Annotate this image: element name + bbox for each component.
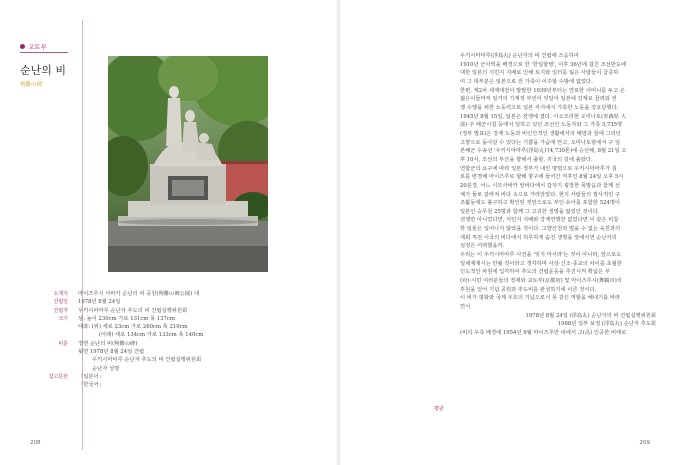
text-line: 20분경, 어느 시모사바카 앞바다에서 갑자기 굉장한 폭발음과 함께 선	[460, 182, 621, 189]
bullet-icon	[20, 44, 25, 49]
info-row-references	[30, 373, 278, 390]
info-label: 소재지	[53, 291, 68, 297]
info-value: (아래) 세로 134cm 가로 133cm 폭 140cm	[99, 332, 204, 339]
text-line: 대한 일본의 식민지 지배로 인해 토지와 일터를 잃은 사람들이 급증하	[460, 70, 619, 77]
text-line: 한 일들은 일어나지 않았을 것이다. 고향산천과 멀을 수 없는 육친과의	[460, 226, 621, 233]
text-line: 전쟁만 아니었다면, 식민지 지배와 강제연행만 없었다면 이 같은 비참	[460, 217, 619, 224]
info-value: 「한국어」	[78, 382, 104, 389]
signature-line: 1988년 일부 보정 (浮島丸) 순난자 추도회	[557, 321, 656, 328]
text-line: 쟁 수행을 위한 노동력으로 일본 각지에서 가혹한 노동을 강요당했다.	[460, 104, 619, 111]
info-value: 정면 순난의 비(殉難の碑)	[78, 340, 138, 347]
page-number: 208	[30, 440, 41, 446]
text-line: 일본인 승무원 25명과 함께 그 고귀한 생명을 잃었던 것이다.	[460, 208, 600, 215]
signature-line: 1978년 8월 24일 (浮島丸) 순난자의 비 건립실행위원회	[525, 312, 656, 319]
info-row-size	[30, 315, 278, 340]
text-line: 재회 직전 이국의 바다에서 허무하게 숨진 생명을 앞에서면 순난자의	[460, 234, 617, 241]
info-row-date	[30, 298, 278, 306]
text-line: 인도적인 차원에 입각하여 추도의 건립운동을 추진시켜 획넓은 부	[460, 269, 610, 276]
text-line: 후 10시, 조선의 부산을 향해서 출항, 귀국의 길에 올랐다.	[460, 156, 593, 163]
text-line: 젊은이들마저 일거의 기계적 부린이 잇달아 일본에 강제로 끌려와 전	[460, 96, 617, 103]
info-row-inscription	[30, 340, 278, 373]
text-line: 한편, 제2차 세계대전이 발발한 1939년부터는 연로한 어머니를 두고 온	[460, 87, 626, 94]
section-rule	[20, 52, 68, 53]
text-line: 1910년 군사력을 배경으로 한 '한일합병', 이후 36년에 걸친 조선반도에	[460, 61, 627, 68]
text-line: 湊) 주 해군시설 등에서 일하고 있던 조선인 노동자와 그 가족 3,735명	[460, 122, 623, 129]
section-tag	[20, 42, 47, 51]
text-line: 조활동에도 불구하고 확인된 것만으로도 부인·유아를 포함한 524명이	[460, 200, 621, 207]
info-row-location	[30, 290, 278, 298]
info-value: 1978년 8월 24일	[78, 299, 121, 306]
right-page	[340, 0, 680, 465]
section-tag-label: 교토부	[28, 43, 47, 51]
text-line: 1945년 8월 15일, 일본은 전쟁에 졌다. 아오모리현 오미나토(青森県 大	[460, 113, 627, 120]
info-value: 「일본어」	[78, 373, 104, 380]
info-label: 크기	[58, 315, 68, 322]
side-label: 평판	[434, 406, 444, 412]
text-line: 로를 변경해 마이즈루로 향해 항구에 들어간 직후인 8월 24일 오후 5시	[460, 174, 624, 181]
text-line: 고향으로 돌아갈 수 있다는 기쁨을 가슴에 안고, 오미나토항에서 구 일	[460, 139, 621, 146]
text-line: (府)·시민 여러분들의 정재와 교토부(京都府) 및 마이즈루시(舞鶴市)의	[460, 278, 622, 285]
info-label: 참고문헌	[48, 373, 68, 380]
text-line: 면서	[460, 304, 471, 311]
text-line: (정부 발표)은 강제 노동과 비인간적인 생활에서의 해방과 꿈에 그리던	[460, 130, 621, 137]
page-number: 209	[639, 440, 650, 446]
text-line: 일체제계시는 안될 것이라고 생각하며 사상·신조·종교의 차이를 초월한	[460, 260, 622, 267]
info-label: 건립일	[53, 299, 68, 306]
text-line: 본해군 수송선 '우키시마마루(浮島丸)'(4,730톤)에 승선해, 8월 21일 오	[460, 148, 627, 155]
text-line: 우키시마마루(浮島丸) 순난자의 비 건립에 즈음하여	[460, 53, 579, 59]
info-label: 건립자	[53, 307, 68, 314]
info-label: 비문	[58, 340, 68, 347]
info-value: 상: 높이 230cm 가로 131cm 폭 137cm	[78, 315, 175, 322]
signature-line: (비의 우측 배경에 1954년 9월 마이즈루만 내에서 고(高) 인공한 비태로	[460, 330, 627, 336]
text-line: 심정은 어떠했을까.	[460, 243, 505, 250]
info-value: 우키시마마루 순난자 추도의 비 건립실행위원회	[78, 307, 188, 314]
text-line: 연합군의 요구에 따라 일본 정부가 내린 명령으로 우키시마마루가 침	[460, 165, 617, 172]
info-value: 마이즈루시 사바카 순난의 비 공원(殉難の碑公園) 내	[78, 291, 200, 297]
text-line: 우리는 이 우키시마마루 사건을 '잊지 마시라'는 것이 아니라, 앞으로도	[460, 252, 622, 259]
page-subtitle: 殉難の碑	[20, 82, 43, 88]
info-value: 대좌: (위) 세로 23cm 가로 260cm 폭 219cm	[78, 324, 188, 331]
info-value: 뒷면 1978년 8월 24일 건립	[78, 349, 145, 356]
inscription-text	[460, 52, 656, 338]
page-title: 순난의 비	[20, 64, 67, 77]
monument-photo	[108, 56, 268, 272]
monument-info	[30, 290, 278, 390]
info-value: 순난자 성명	[92, 365, 120, 372]
info-value: 우키시마마루 순난자 추도의 비 건립실행위원회	[92, 357, 202, 364]
info-row-builder	[30, 307, 278, 315]
text-line: 여 그 대부분은 일본으로 전 가족이 이주할 수밖에 없었다.	[460, 78, 593, 85]
text-line: 체가 둘로 갈라져 바다 속으로 가라앉았다. 현지 사람들의 필사적인 구	[460, 191, 621, 198]
text-line: 후원을 얻어 기념 공원과 추도비를 완성하기에 이른 것이다.	[460, 286, 597, 293]
text-line: 이 비가 평화와 국제 우호의 기념으로서 못 같은 역할을 해내기를 바라	[460, 295, 621, 302]
